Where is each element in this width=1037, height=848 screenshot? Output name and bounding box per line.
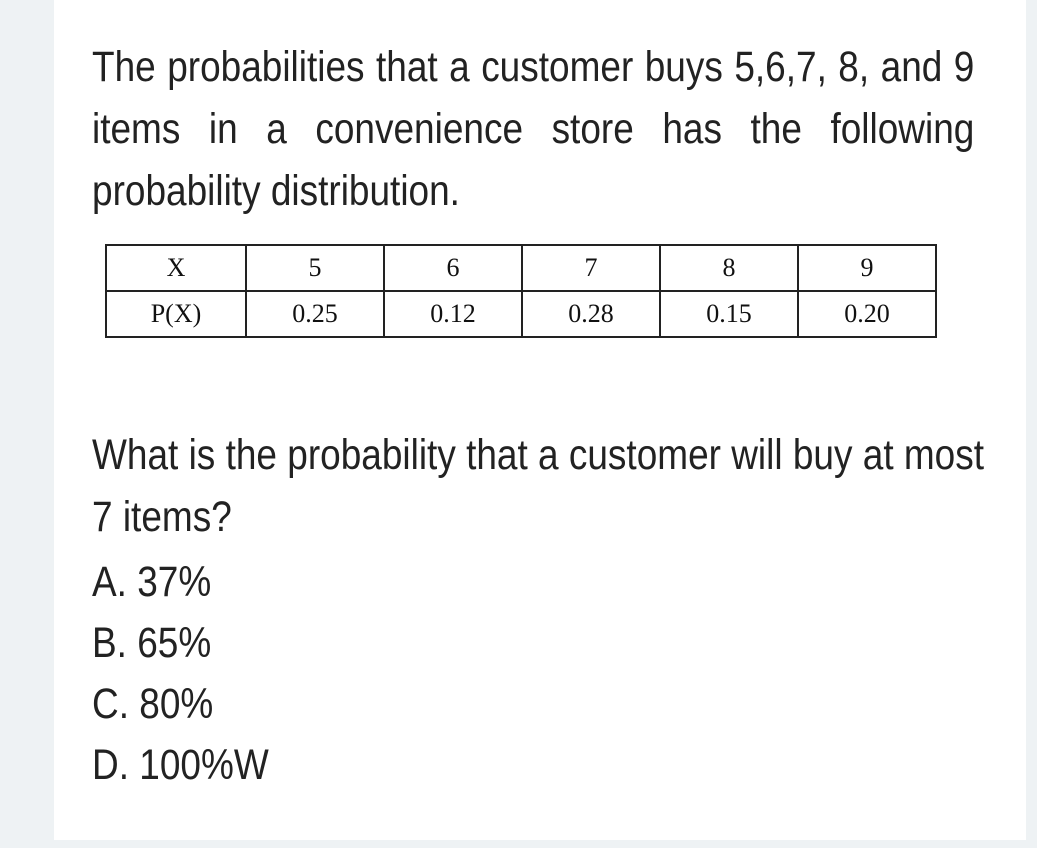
option-a[interactable]: A. 37% xyxy=(92,558,212,606)
table-cell: 9 xyxy=(798,245,936,291)
table-cell: P(X) xyxy=(106,291,246,337)
table-cell: 7 xyxy=(522,245,660,291)
table-cell: 5 xyxy=(246,245,384,291)
table-cell: 0.28 xyxy=(522,291,660,337)
answer-options xyxy=(92,552,269,796)
table-cell: 0.15 xyxy=(660,291,798,337)
table-row xyxy=(106,245,936,291)
option-c[interactable]: C. 80% xyxy=(92,680,214,728)
question-card xyxy=(54,0,1026,840)
table-cell: X xyxy=(106,245,246,291)
table-cell: 8 xyxy=(660,245,798,291)
table-cell: 0.20 xyxy=(798,291,936,337)
probability-distribution-table xyxy=(105,244,937,338)
table-cell: 0.12 xyxy=(384,291,522,337)
table-cell: 6 xyxy=(384,245,522,291)
table-cell: 0.25 xyxy=(246,291,384,337)
question-intro: The probabilities that a customer buys 5,6,7, 8, and 9 items in a convenience store has the following probability distribution. xyxy=(92,43,975,215)
option-d[interactable]: D. 100%W xyxy=(92,741,269,789)
table-row xyxy=(106,291,936,337)
question-prompt: What is the probability that a customer will buy at most 7 items? xyxy=(92,431,985,541)
option-b[interactable]: B. 65% xyxy=(92,619,212,667)
